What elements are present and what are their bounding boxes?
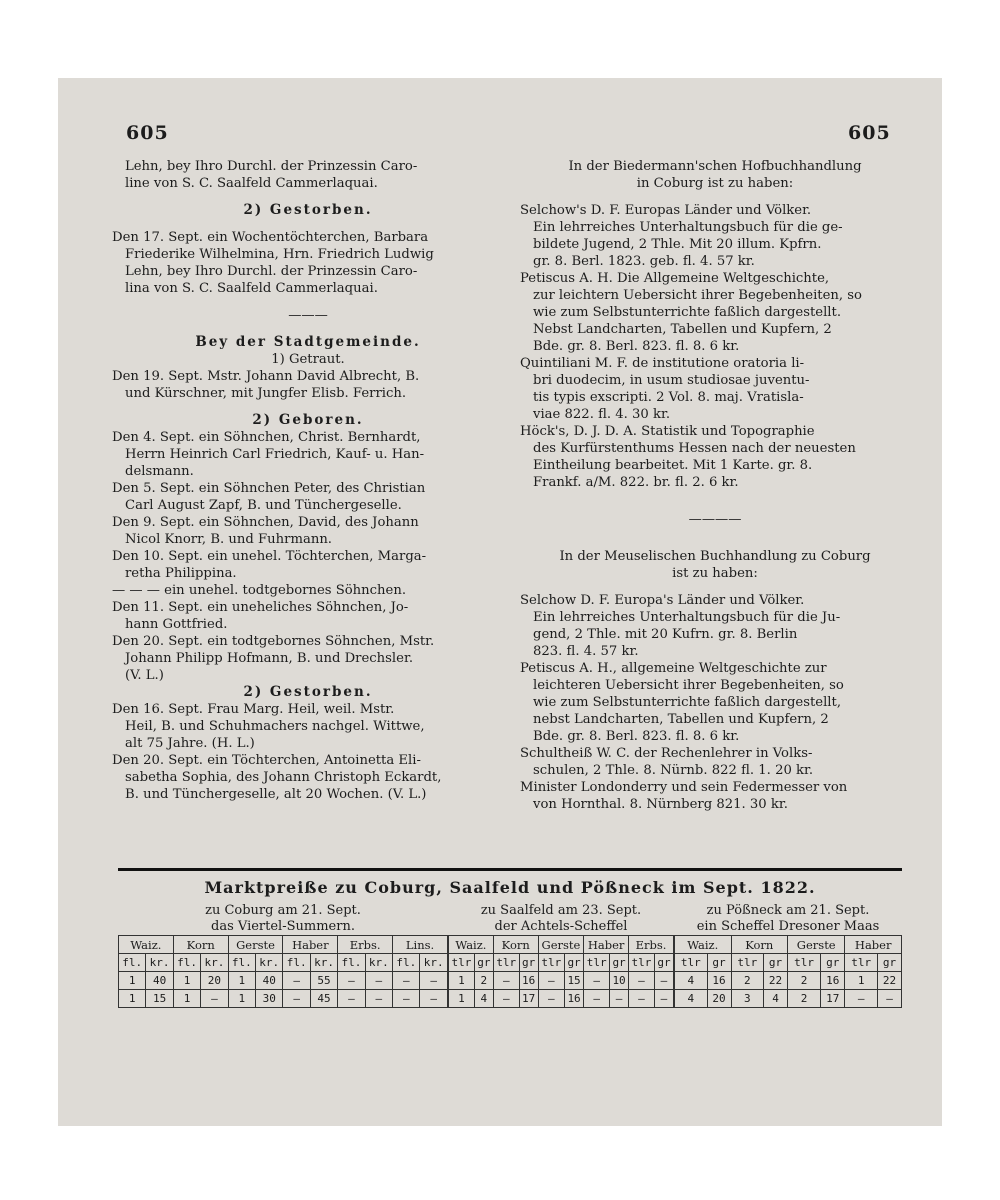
text-line: Petiscus A. H., allgemeine Weltgeschichte zur — [520, 661, 827, 676]
price-cell: 3 — [731, 990, 764, 1008]
text-line: Nicol Knorr, B. und Fuhrmann. — [125, 532, 332, 547]
price-cell: — — [393, 990, 420, 1008]
market-group — [674, 903, 902, 1008]
text-line: Ein lehrreiches Unterhaltungsbuch für die Ju- — [533, 610, 841, 625]
text-line: gend, 2 Thle. mit 20 Kufrn. gr. 8. Berlin — [533, 627, 798, 642]
price-cell: 45 — [310, 990, 337, 1008]
section-heading: Bey der Stadtgemeinde. — [195, 334, 421, 350]
market-group — [448, 903, 674, 1008]
text-line: Den 4. Sept. ein Söhnchen, Christ. Bernhardt, — [112, 430, 421, 445]
unit-cell: kr. — [365, 954, 392, 972]
text-line: Nebst Landcharten, Tabellen und Kupfern, 2 — [533, 322, 832, 337]
text-line: bri duodecim, in usum studiosae juventu- — [533, 373, 810, 388]
price-cell: 17 — [519, 990, 538, 1008]
text-line: leichteren Uebersicht ihrer Begebenheiten, so — [533, 678, 844, 693]
price-cell: — — [584, 990, 610, 1008]
price-cell: 55 — [310, 972, 337, 990]
price-cell: 1 — [449, 990, 475, 1008]
unit-cell: tlr — [731, 954, 764, 972]
text-line: retha Philippina. — [125, 566, 237, 581]
text-line: alt 75 Jahre. (H. L.) — [125, 736, 255, 751]
price-cell: — — [845, 990, 878, 1008]
text-line: sabetha Sophia, des Johann Christoph Eckardt, — [125, 770, 442, 785]
price-cell: — — [338, 972, 365, 990]
text-line: Den 17. Sept. ein Wochentöchterchen, Barbara — [112, 230, 429, 245]
column-header: Gerste — [228, 936, 283, 954]
section-heading: 2) Geboren. — [252, 412, 364, 428]
price-cell: — — [420, 990, 448, 1008]
price-cell: 4 — [474, 990, 493, 1008]
text-line: Friederike Wilhelmina, Hrn. Friedrich Ludwig — [125, 247, 434, 262]
price-cell: 40 — [256, 972, 283, 990]
unit-cell: fl. — [393, 954, 420, 972]
column-header: Erbs. — [629, 936, 674, 954]
unit-cell: tlr — [675, 954, 708, 972]
column-header: Haber — [584, 936, 629, 954]
text-line: Den 20. Sept. ein todtgebornes Söhnchen, Mstr. — [112, 634, 435, 649]
price-cell: — — [654, 990, 673, 1008]
market-group-label: ein Scheffel Dresoner Maas — [696, 919, 880, 934]
text-line: und Kürschner, mit Jungfer Elisb. Ferrich. — [125, 386, 407, 401]
column-header: Waiz. — [675, 936, 732, 954]
price-cell: 17 — [821, 990, 845, 1008]
unit-cell: fl. — [338, 954, 365, 972]
unit-cell: tlr — [788, 954, 821, 972]
price-cell: 1 — [449, 972, 475, 990]
spacer — [112, 297, 504, 307]
text-line: Schultheiß W. C. der Rechenlehrer in Volks- — [520, 746, 813, 761]
price-cell: 16 — [519, 972, 538, 990]
text-line: Lehn, bey Ihro Durchl. der Prinzessin Caro- — [125, 159, 418, 174]
price-cell: — — [538, 990, 564, 1008]
text-line: Höck's, D. J. D. A. Statistik und Topographie — [520, 424, 815, 439]
unit-cell: gr — [878, 954, 902, 972]
table-row — [119, 990, 448, 1008]
text-line: Petiscus A. H. Die Allgemeine Weltgeschichte, — [520, 271, 830, 286]
unit-cell: kr. — [420, 954, 448, 972]
text-line: Lehn, bey Ihro Durchl. der Prinzessin Caro- — [125, 264, 418, 279]
unit-cell: fl. — [228, 954, 255, 972]
price-cell: 15 — [146, 990, 173, 1008]
price-cell: — — [493, 972, 519, 990]
text-line: delsmann. — [125, 464, 194, 479]
price-cell: 15 — [564, 972, 583, 990]
text-line: ist zu haben: — [672, 566, 758, 581]
spacer — [112, 324, 504, 334]
market-table — [118, 935, 448, 1008]
spacer — [520, 192, 910, 202]
section-rule — [118, 868, 902, 871]
price-cell: 1 — [228, 972, 255, 990]
text-line: Carl August Zapf, B. und Tünchergeselle. — [125, 498, 402, 513]
unit-cell: tlr — [629, 954, 655, 972]
text-line: Johann Philipp Hofmann, B. und Drechsler. — [125, 651, 414, 666]
price-cell: — — [365, 972, 392, 990]
page-number-right: 605 — [848, 122, 891, 144]
text-line: Frankf. a/M. 822. br. fl. 2. 6 kr. — [533, 475, 739, 490]
page-number-left: 605 — [126, 122, 169, 144]
price-cell: — — [493, 990, 519, 1008]
text-line: Herrn Heinrich Carl Friedrich, Kauf- u. Han- — [125, 447, 425, 462]
table-row — [675, 972, 902, 990]
text-line: viae 822. fl. 4. 30 kr. — [533, 407, 671, 422]
text-line: Heil, B. und Schuhmachers nachgel. Wittwe, — [125, 719, 425, 734]
price-cell: 16 — [821, 972, 845, 990]
table-row — [449, 972, 674, 990]
price-cell: 22 — [878, 972, 902, 990]
text-line: Selchow D. F. Europa's Länder und Völker. — [520, 593, 805, 608]
price-cell: 20 — [707, 990, 731, 1008]
column-header: Erbs. — [338, 936, 393, 954]
text-line: Den 19. Sept. Mstr. Johann David Albrecht, B. — [112, 369, 420, 384]
column-header: Lins. — [393, 936, 448, 954]
price-cell: 2 — [788, 990, 821, 1008]
market-tables — [118, 903, 902, 1008]
price-cell: 16 — [564, 990, 583, 1008]
price-cell: — — [393, 972, 420, 990]
text-line: nebst Landcharten, Tabellen und Kupfern, 2 — [533, 712, 829, 727]
spacer — [520, 491, 910, 511]
price-cell: — — [365, 990, 392, 1008]
market-group-label: das Viertel-Summern. — [211, 919, 355, 934]
right-column — [520, 158, 910, 813]
text-line: zur leichtern Uebersicht ihrer Begebenheiten, so — [533, 288, 862, 303]
price-cell: 1 — [845, 972, 878, 990]
text-line: Bde. gr. 8. Berl. 823. fl. 8. 6 kr. — [533, 339, 740, 354]
column-header: Korn — [173, 936, 228, 954]
unit-cell: gr — [610, 954, 629, 972]
market-group-label: der Achtels-Scheffel — [494, 919, 628, 934]
text-line: gr. 8. Berl. 1823. geb. fl. 4. 57 kr. — [533, 254, 755, 269]
price-cell: — — [584, 972, 610, 990]
unit-cell: tlr — [449, 954, 475, 972]
table-row — [449, 990, 674, 1008]
column-header: Waiz. — [119, 936, 174, 954]
market-table — [674, 935, 902, 1008]
spacer — [112, 219, 504, 229]
price-cell: 1 — [228, 990, 255, 1008]
market-prices-section — [118, 868, 902, 1008]
spacer — [112, 402, 504, 412]
text-line: Den 9. Sept. ein Söhnchen, David, des Johann — [112, 515, 419, 530]
unit-cell: fl. — [119, 954, 146, 972]
price-cell: 4 — [675, 990, 708, 1008]
price-cell: — — [878, 990, 902, 1008]
price-cell: 1 — [173, 972, 200, 990]
text-line: line von S. C. Saalfeld Cammerlaquai. — [125, 176, 378, 191]
market-table — [448, 935, 674, 1008]
text-line: bildete Jugend, 2 Thle. Mit 20 illum. Kpfrn. — [533, 237, 822, 252]
price-cell: 30 — [256, 990, 283, 1008]
price-cell: 4 — [675, 972, 708, 990]
text-line: Eintheilung bearbeitet. Mit 1 Karte. gr. 8. — [533, 458, 813, 473]
unit-cell: kr. — [256, 954, 283, 972]
text-line: Bde. gr. 8. Berl. 823. fl. 8. 6 kr. — [533, 729, 740, 744]
price-cell: — — [283, 990, 310, 1008]
text-line: 823. fl. 4. 57 kr. — [533, 644, 639, 659]
left-column — [112, 158, 504, 803]
text-line: — — — ein unehel. todtgebornes Söhnchen. — [112, 583, 407, 598]
text-line: wie zum Selbstunterrichte faßlich dargestellt, — [533, 695, 842, 710]
text-line: Selchow's D. F. Europas Länder und Völker. — [520, 203, 812, 218]
price-cell: 40 — [146, 972, 173, 990]
market-group — [118, 903, 448, 1008]
market-group-label: zu Saalfeld am 23. Sept. — [480, 903, 642, 918]
text-line: hann Gottfried. — [125, 617, 228, 632]
section-heading: 2) Gestorben. — [243, 202, 373, 218]
text-line: Den 16. Sept. Frau Marg. Heil, weil. Mstr. — [112, 702, 395, 717]
text-line: Minister Londonderry und sein Federmesser von — [520, 780, 848, 795]
spacer — [112, 192, 504, 202]
text-line: In der Meuselischen Buchhandlung zu Coburg — [559, 549, 871, 564]
unit-cell: tlr — [493, 954, 519, 972]
unit-cell: fl. — [283, 954, 310, 972]
text-line: Den 10. Sept. ein unehel. Töchterchen, Marga- — [112, 549, 427, 564]
price-cell: — — [629, 990, 655, 1008]
spacer — [520, 528, 910, 548]
unit-cell: gr — [564, 954, 583, 972]
table-row — [675, 990, 902, 1008]
column-header: Korn — [731, 936, 788, 954]
text-line: von Hornthal. 8. Nürnberg 821. 30 kr. — [533, 797, 788, 812]
text-line: ———— — [688, 512, 742, 527]
price-cell: 2 — [731, 972, 764, 990]
text-line: lina von S. C. Saalfeld Cammerlaquai. — [125, 281, 378, 296]
column-header: Gerste — [788, 936, 845, 954]
price-cell: — — [201, 990, 228, 1008]
price-cell: 20 — [201, 972, 228, 990]
price-cell: — — [610, 990, 629, 1008]
price-cell: 22 — [764, 972, 788, 990]
unit-cell: gr — [654, 954, 673, 972]
text-line: In der Biedermann'schen Hofbuchhandlung — [568, 159, 862, 174]
unit-cell: tlr — [845, 954, 878, 972]
price-cell: 1 — [119, 972, 146, 990]
unit-cell: kr. — [201, 954, 228, 972]
unit-cell: kr. — [310, 954, 337, 972]
unit-cell: gr — [764, 954, 788, 972]
price-cell: 10 — [610, 972, 629, 990]
unit-cell: tlr — [538, 954, 564, 972]
unit-cell: kr. — [146, 954, 173, 972]
text-line: des Kurfürstenthums Hessen nach der neuesten — [533, 441, 856, 456]
text-line: tis typis exscripti. 2 Vol. 8. maj. Vratisla- — [533, 390, 804, 405]
price-cell: — — [629, 972, 655, 990]
text-line: in Coburg ist zu haben: — [636, 176, 794, 191]
column-header: Waiz. — [449, 936, 494, 954]
price-cell: — — [654, 972, 673, 990]
text-line: schulen, 2 Thle. 8. Nürnb. 822 fl. 1. 20 kr. — [533, 763, 814, 778]
text-line: Quintiliani M. F. de institutione oratoria li- — [520, 356, 805, 371]
market-group-label: zu Pößneck am 21. Sept. — [706, 903, 870, 918]
column-header: Korn — [493, 936, 538, 954]
price-cell: 1 — [173, 990, 200, 1008]
price-cell: — — [420, 972, 448, 990]
unit-cell: gr — [707, 954, 731, 972]
unit-cell: tlr — [584, 954, 610, 972]
text-line: Den 5. Sept. ein Söhnchen Peter, des Christian — [112, 481, 426, 496]
text-line: 1) Getraut. — [271, 352, 345, 367]
column-header: Haber — [845, 936, 902, 954]
market-title: Marktpreiße zu Coburg, Saalfeld und Pößneck im Sept. 1822. — [204, 878, 816, 897]
price-cell: — — [283, 972, 310, 990]
price-cell: 1 — [119, 990, 146, 1008]
unit-cell: gr — [474, 954, 493, 972]
price-cell: 2 — [788, 972, 821, 990]
text-line: B. und Tünchergeselle, alt 20 Wochen. (V. L.) — [125, 787, 427, 802]
unit-cell: fl. — [173, 954, 200, 972]
table-row — [119, 972, 448, 990]
price-cell: 2 — [474, 972, 493, 990]
unit-cell: gr — [821, 954, 845, 972]
price-cell: 4 — [764, 990, 788, 1008]
price-cell: 16 — [707, 972, 731, 990]
price-cell: — — [538, 972, 564, 990]
text-line: Den 20. Sept. ein Töchterchen, Antoinetta Eli- — [112, 753, 421, 768]
text-line: (V. L.) — [125, 668, 164, 683]
section-heading: 2) Gestorben. — [243, 684, 373, 700]
market-group-label: zu Coburg am 21. Sept. — [205, 903, 361, 918]
text-line: ——— — [288, 308, 328, 323]
unit-cell: gr — [519, 954, 538, 972]
text-line: Den 11. Sept. ein uneheliches Söhnchen, Jo- — [112, 600, 409, 615]
spacer — [520, 582, 910, 592]
column-header: Haber — [283, 936, 338, 954]
price-cell: — — [338, 990, 365, 1008]
text-line: wie zum Selbstunterrichte faßlich dargestellt. — [533, 305, 842, 320]
column-header: Gerste — [538, 936, 584, 954]
text-line: Ein lehrreiches Unterhaltungsbuch für die ge- — [533, 220, 843, 235]
